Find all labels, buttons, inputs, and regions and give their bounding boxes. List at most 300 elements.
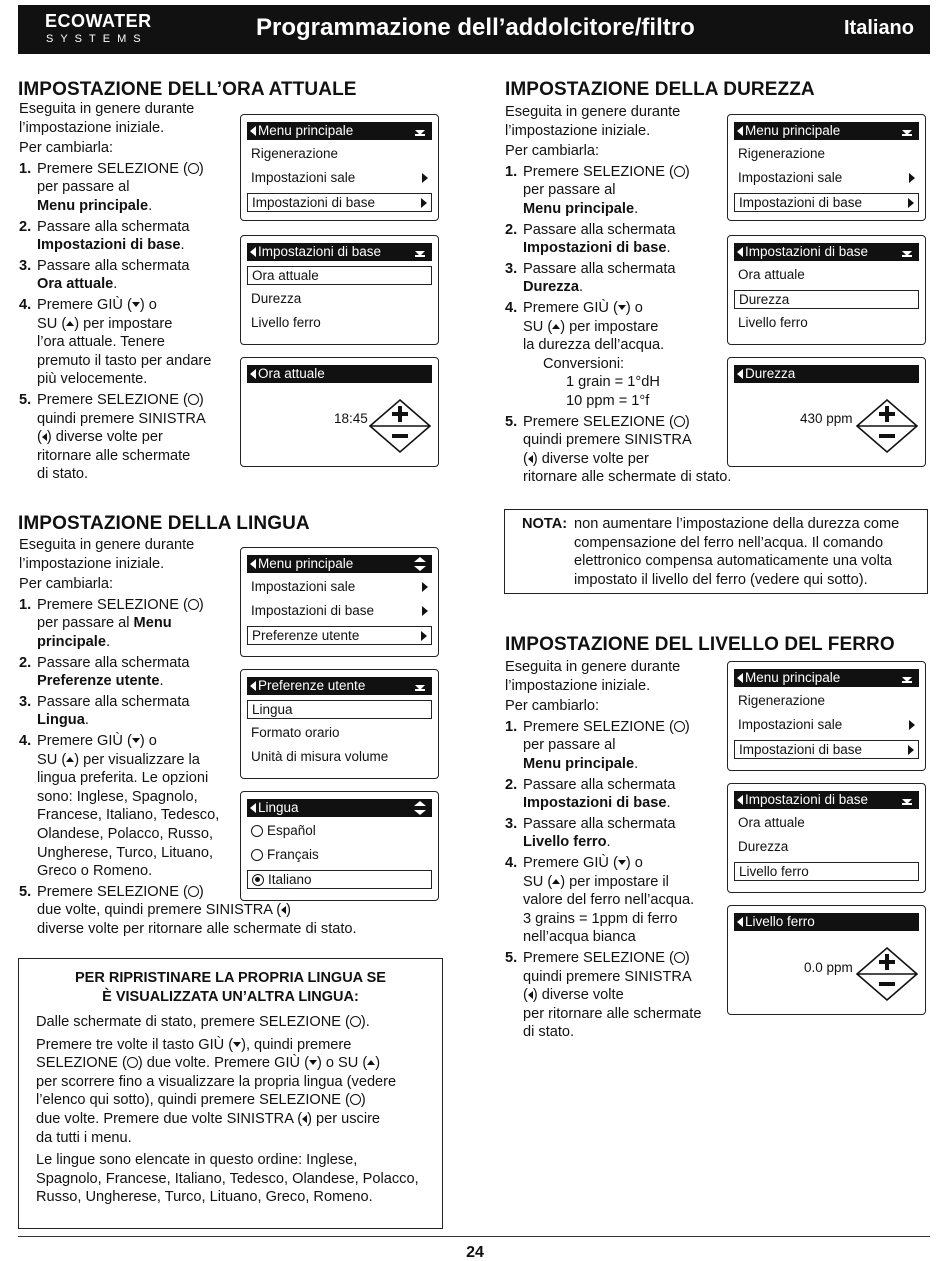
period: . <box>105 633 110 650</box>
step-text: ) <box>684 413 690 430</box>
menu-item-rigenerazione[interactable] <box>734 692 919 711</box>
screen-menu-principale <box>240 114 439 221</box>
step-text: per passare al <box>37 179 130 196</box>
step-number: 3. <box>19 693 32 710</box>
step-number: 5. <box>505 413 518 430</box>
scroll-down-icon <box>902 677 912 682</box>
screen-header-label: Ora attuale <box>258 366 325 381</box>
screen-header <box>247 799 432 817</box>
menu-item-livello-ferro[interactable] <box>734 862 919 881</box>
step-text: ) per impostare <box>74 315 173 332</box>
menu-item-label: Lingua <box>252 702 293 717</box>
step-number: 4. <box>19 296 32 313</box>
back-arrow-icon <box>250 126 256 136</box>
step-text: Passare alla schermata <box>523 776 676 793</box>
scroll-up-down-icon <box>414 557 426 571</box>
select-button-icon <box>674 416 685 427</box>
step-1 <box>505 718 730 774</box>
menu-item-label: Ora attuale <box>738 267 805 282</box>
back-arrow-icon <box>737 795 743 805</box>
intro-line: Eseguita in genere durante <box>19 537 195 553</box>
box-text: ) per uscire <box>307 1110 381 1127</box>
select-button-icon <box>188 599 199 610</box>
step-text: Premere SELEZIONE ( <box>523 949 674 966</box>
menu-item-livello-ferro[interactable] <box>247 314 432 333</box>
intro-line: Eseguita in genere durante <box>505 659 681 675</box>
step-text: diverse volte per ritornare alle schermate di stato. <box>37 920 357 937</box>
step-number: 1. <box>505 718 518 735</box>
step-text: valore del ferro nell’acqua. <box>523 892 695 909</box>
box-title-line: È VISUALIZZATA UN’ALTRA LINGUA: <box>102 988 359 1005</box>
step-text: di stato. <box>37 466 89 483</box>
menu-item-label: Ora attuale <box>252 268 319 283</box>
submenu-arrow-icon <box>909 173 915 183</box>
step-number: 1. <box>19 160 32 177</box>
step-2 <box>505 221 745 258</box>
step-text: ) <box>198 883 204 900</box>
step-number: 3. <box>505 260 518 277</box>
step-number: 2. <box>505 221 518 238</box>
screen-menu-principale <box>240 547 439 657</box>
step-text: Passare alla schermata <box>523 815 676 832</box>
menu-item-impostazioni-sale[interactable] <box>247 578 432 597</box>
step-number: 4. <box>505 854 518 871</box>
step-number: 2. <box>19 654 32 671</box>
menu-item-label: Rigenerazione <box>251 146 339 161</box>
back-arrow-icon <box>250 803 256 813</box>
screen-header <box>247 555 432 573</box>
language-label: Italiano <box>843 17 914 39</box>
step-text: Premere SELEZIONE ( <box>37 160 188 177</box>
menu-item-label: Unità di misura volume <box>251 749 389 764</box>
page-title: Programmazione dell’addolcitore/filtro <box>256 14 695 41</box>
step-text: sono: Inglese, Spagnolo, <box>37 788 198 805</box>
per-label: Per cambiarla: <box>505 143 600 160</box>
step-text: SU ( <box>37 315 67 332</box>
step-3 <box>19 257 234 294</box>
screen-header-label: Durezza <box>745 366 796 381</box>
menu-item-label: Durezza <box>739 292 790 307</box>
step-text: ) diverse volte per <box>532 450 649 467</box>
step-emph: Menu principale <box>37 197 149 214</box>
step-text: quindi premere SINISTRA <box>523 432 692 449</box>
menu-item-label: Rigenerazione <box>738 693 826 708</box>
box-text: da tutti i menu. <box>36 1129 132 1146</box>
screen-impostazioni-di-base <box>727 235 926 345</box>
menu-item-ora-attuale[interactable] <box>734 266 919 285</box>
note-label: NOTA: <box>522 516 568 532</box>
period: . <box>634 200 639 217</box>
screen-livello-ferro <box>727 905 926 1015</box>
intro-line: Eseguita in genere durante <box>505 104 681 120</box>
step-text: ritornare alle schermate <box>37 447 191 464</box>
brand-logo-sub: SYSTEMS <box>46 33 148 45</box>
screen-header-label: Impostazioni di base <box>745 244 869 259</box>
screen-header-label: Preferenze utente <box>258 678 366 693</box>
scroll-down-icon <box>415 130 425 135</box>
step-text: per passare al <box>523 182 616 199</box>
note-line: compensazione del ferro nell’acqua. Il comando <box>574 534 884 551</box>
step-number: 1. <box>505 163 518 180</box>
screen-header <box>247 122 432 140</box>
screen-ora-attuale <box>240 357 439 467</box>
box-title <box>19 969 442 1006</box>
select-button-icon <box>188 163 199 174</box>
note-box <box>504 509 928 594</box>
menu-item-label: Durezza <box>251 291 302 306</box>
back-arrow-icon <box>250 247 256 257</box>
step-text: la durezza dell’acqua. <box>523 337 665 354</box>
note-line: impostato il livello del ferro (vedere qui sotto). <box>574 571 868 588</box>
menu-item-label: Impostazioni di base <box>251 603 375 618</box>
box-text: SELEZIONE ( <box>36 1055 127 1072</box>
box-text: per scorrere fino a visualizzare la propria lingua (vedere <box>36 1073 397 1090</box>
scroll-up-down-icon <box>414 801 426 815</box>
brand-logo: ECOWATER <box>45 11 152 31</box>
select-button-icon <box>188 394 199 405</box>
step-5: 5. Premere SELEZIONE ( ) quindi premere SINISTRA ( ) diverse volte per ritornare alle schermate di stato. <box>505 949 702 1041</box>
radio-button-icon <box>251 825 263 837</box>
menu-item-label: Formato orario <box>251 725 340 740</box>
screen-header <box>734 122 919 140</box>
step-number: 2. <box>505 776 518 793</box>
section-title-lingua: IMPOSTAZIONE DELLA LINGUA <box>18 513 310 534</box>
screen-header-label: Menu principale <box>745 670 841 685</box>
menu-item-label: Livello ferro <box>739 864 809 879</box>
intro-line: l’impostazione iniziale. <box>505 677 651 694</box>
step-text: ) o <box>625 854 643 871</box>
menu-item-label: Rigenerazione <box>738 146 826 161</box>
box-text: Premere tre volte il tasto GIÙ ( <box>36 1036 234 1053</box>
period: . <box>180 237 185 254</box>
note-text <box>574 515 924 589</box>
step-text: SU ( <box>37 751 67 768</box>
plus-minus-icon[interactable] <box>368 398 432 454</box>
menu-item-label: Impostazioni di base <box>252 195 376 210</box>
menu-item-durezza[interactable] <box>247 290 432 309</box>
submenu-arrow-icon <box>421 631 427 641</box>
radio-selected-icon <box>252 874 264 886</box>
step-text: per passare al <box>37 615 130 632</box>
up-arrow-icon <box>66 757 74 762</box>
box-text: ) due volte. Premere GIÙ ( <box>137 1055 309 1072</box>
scroll-down-icon <box>415 251 425 256</box>
plus-minus-icon[interactable] <box>855 946 919 1002</box>
down-arrow-icon <box>132 302 140 307</box>
period: . <box>634 755 639 772</box>
step-text: Premere GIÙ ( <box>37 296 132 313</box>
select-button-icon <box>674 721 685 732</box>
menu-item-impostazioni-di-base[interactable] <box>247 193 432 212</box>
menu-item-impostazioni-di-base[interactable] <box>247 602 432 621</box>
step-text: Premere GIÙ ( <box>523 854 618 871</box>
menu-item-label: Ora attuale <box>738 815 805 830</box>
screen-impostazioni-di-base <box>240 235 439 345</box>
period: . <box>606 834 611 851</box>
menu-item-label: Durezza <box>738 839 789 854</box>
period: . <box>84 712 89 729</box>
screen-header <box>734 243 919 261</box>
ferro-value: 0.0 ppm <box>804 960 853 975</box>
language-option-label: Italiano <box>268 872 312 887</box>
step-text: Greco o Romeno. <box>37 863 153 880</box>
intro-line: Eseguita in genere durante <box>19 101 195 117</box>
box-text: ) o SU ( <box>316 1055 368 1072</box>
per-label: Per cambiarla: <box>19 140 114 157</box>
menu-item-rigenerazione[interactable] <box>247 145 432 164</box>
step-emph: principale <box>37 633 106 650</box>
submenu-arrow-icon <box>422 173 428 183</box>
menu-item-durezza[interactable] <box>734 290 919 309</box>
step-emph: Menu principale <box>523 200 635 217</box>
section-title-durezza: IMPOSTAZIONE DELLA DUREZZA <box>505 79 815 100</box>
back-arrow-icon <box>737 247 743 257</box>
step-2 <box>19 218 234 255</box>
step-text: Passare alla schermata <box>37 654 190 671</box>
step-text: Premere SELEZIONE ( <box>523 163 674 180</box>
screen-menu-principale <box>727 661 926 771</box>
step-1 <box>505 163 745 219</box>
step-text: ) <box>684 949 690 966</box>
select-button-icon <box>127 1057 138 1068</box>
step-text: Premere SELEZIONE ( <box>37 883 188 900</box>
step-number: 5. <box>19 391 32 408</box>
step-text: Francese, Italiano, Tedesco, <box>37 807 220 824</box>
menu-item-durezza[interactable] <box>734 838 919 857</box>
step-text: ) <box>198 596 204 613</box>
language-reset-box <box>18 958 443 1229</box>
step-2 <box>505 776 730 813</box>
step-emph: Durezza <box>523 279 579 296</box>
menu-item-label: Impostazioni sale <box>738 717 843 732</box>
note-line: non aumentare l’impostazione della durezza come <box>574 516 900 532</box>
radio-button-icon <box>251 849 263 861</box>
submenu-arrow-icon <box>421 198 427 208</box>
screen-header <box>247 243 432 261</box>
step-text: Passare alla schermata <box>37 218 190 235</box>
step-4 <box>505 854 730 947</box>
menu-item-livello-ferro[interactable] <box>734 314 919 333</box>
step-number: 3. <box>19 257 32 274</box>
box-text: ) <box>375 1055 381 1072</box>
screen-durezza <box>727 357 926 467</box>
menu-item-impostazioni-di-base[interactable] <box>734 740 919 759</box>
screen-header-label: Menu principale <box>258 123 354 138</box>
conversion-line: 1 grain = 1°dH <box>566 374 660 391</box>
step-text: ritornare alle schermate di stato. <box>523 469 732 486</box>
screen-header-label: Livello ferro <box>745 914 815 929</box>
step-number: 2. <box>19 218 32 235</box>
step-number: 4. <box>19 732 32 749</box>
step-text: nell’acqua bianca <box>523 929 636 946</box>
box-text: Dalle schermate di stato, premere SELEZIONE ( <box>36 1014 350 1030</box>
step-text: ) per visualizzare la <box>74 751 200 768</box>
step-text: ) <box>684 718 690 735</box>
back-arrow-icon <box>250 369 256 379</box>
section-ora-text <box>19 100 234 484</box>
step-text: Olandese, Polacco, Russo, <box>37 825 214 842</box>
down-arrow-icon <box>132 738 140 743</box>
scroll-down-icon <box>902 799 912 804</box>
box-text: Le lingue sono elencate in questo ordine: Inglese, <box>36 1152 358 1169</box>
step-text: SU ( <box>523 318 553 335</box>
step-text: ) per impostare <box>560 318 659 335</box>
back-arrow-icon <box>737 917 743 927</box>
screen-header-label: Menu principale <box>745 123 841 138</box>
menu-item-impostazioni-sale[interactable] <box>734 169 919 188</box>
box-title-line: PER RIPRISTINARE LA PROPRIA LINGUA SE <box>75 970 386 986</box>
menu-item-label: Impostazioni di base <box>739 195 863 210</box>
step-text: ) <box>198 391 204 408</box>
plus-minus-icon[interactable] <box>855 398 919 454</box>
period: . <box>148 197 153 214</box>
up-arrow-icon <box>552 879 560 884</box>
conversion-line: 10 ppm = 1°f <box>566 392 650 409</box>
menu-item-label: Impostazioni sale <box>251 170 356 185</box>
step-3 <box>505 260 745 297</box>
step-text: ) o <box>139 732 157 749</box>
submenu-arrow-icon <box>908 745 914 755</box>
submenu-arrow-icon <box>422 606 428 616</box>
step-number: 4. <box>505 299 518 316</box>
scroll-down-icon <box>415 685 425 690</box>
box-text: Spagnolo, Francese, Italiano, Tedesco, Olandese, Polacco, <box>36 1170 419 1187</box>
back-arrow-icon <box>737 126 743 136</box>
step-text: Premere SELEZIONE ( <box>37 596 188 613</box>
step-text: l’ora attuale. Tenere <box>37 334 165 351</box>
step-text: Ungherese, Turco, Lituano, <box>37 844 214 861</box>
step-text: ) <box>684 163 690 180</box>
up-arrow-icon <box>66 321 74 326</box>
select-button-icon <box>350 1094 361 1105</box>
step-text: quindi premere SINISTRA <box>523 968 692 985</box>
step-text: Premere SELEZIONE ( <box>523 413 674 430</box>
step-text: ) diverse volte <box>532 987 624 1004</box>
menu-item-formato-orario[interactable] <box>247 724 432 743</box>
step-emph: Ora attuale <box>37 276 114 293</box>
step-text: 3 grains = 1ppm di ferro <box>523 910 678 927</box>
language-option-espanol[interactable] <box>247 822 432 841</box>
screen-header <box>734 791 919 809</box>
scroll-down-icon <box>902 251 912 256</box>
language-option-label: Español <box>267 823 316 838</box>
language-option-francais[interactable] <box>247 846 432 865</box>
step-3 <box>505 815 730 852</box>
section-title-ferro: IMPOSTAZIONE DEL LIVELLO DEL FERRO <box>505 634 895 655</box>
step-emph: Menu <box>133 615 172 632</box>
screen-menu-principale <box>727 114 926 221</box>
step-number: 5. <box>505 949 518 966</box>
period: . <box>113 276 118 293</box>
ora-value: 18:45 <box>334 411 368 426</box>
step-emph: Impostazioni di base <box>523 795 667 812</box>
intro-line: l’impostazione iniziale. <box>19 119 165 136</box>
step-text: Passare alla schermata <box>523 260 676 277</box>
durezza-value: 430 ppm <box>800 411 853 426</box>
screen-header-label: Impostazioni di base <box>745 792 869 807</box>
menu-item-ora-attuale[interactable] <box>247 266 432 285</box>
step-text: Premere GIÙ ( <box>37 732 132 749</box>
step-number: 5. <box>19 883 32 900</box>
step-text: ) o <box>625 299 643 316</box>
submenu-arrow-icon <box>908 198 914 208</box>
step-number: 3. <box>505 815 518 832</box>
menu-item-impostazioni-di-base[interactable] <box>734 193 919 212</box>
section-ferro-text <box>505 658 730 1042</box>
step-text: Premere SELEZIONE ( <box>523 718 674 735</box>
page-number: 24 <box>466 1244 484 1261</box>
step-emph: Livello ferro <box>523 834 607 851</box>
step-text: ) o <box>139 296 157 313</box>
step-emph: Impostazioni di base <box>37 237 181 254</box>
step-5: 5. Premere SELEZIONE ( ) quindi premere SINISTRA ( ) diverse volte per ritornare alle schermate di stato. <box>19 391 206 483</box>
section-durezza-text <box>505 103 745 487</box>
step-number: 1. <box>19 596 32 613</box>
step-text: Premere SELEZIONE ( <box>37 391 188 408</box>
step-4 <box>505 299 745 411</box>
submenu-arrow-icon <box>909 720 915 730</box>
box-body <box>36 1013 436 1207</box>
menu-item-label: Impostazioni sale <box>251 579 356 594</box>
menu-item-label: Preferenze utente <box>252 628 360 643</box>
screen-impostazioni-di-base <box>727 783 926 893</box>
period: . <box>666 240 671 257</box>
language-option-italiano[interactable] <box>247 870 432 889</box>
footer-divider <box>18 1236 930 1237</box>
select-button-icon <box>350 1016 361 1027</box>
step-1 <box>19 160 234 216</box>
step-text: per ritornare alle schermate <box>523 1005 702 1022</box>
back-arrow-icon <box>250 681 256 691</box>
screen-header <box>247 365 432 383</box>
step-text: ) diverse volte per <box>46 429 163 446</box>
box-text: l’elenco qui sotto), quindi premere SELEZIONE ( <box>36 1092 350 1109</box>
menu-item-label: Livello ferro <box>251 315 321 330</box>
step-text: ) per impostare il <box>560 873 669 890</box>
menu-item-preferenze-utente[interactable] <box>247 626 432 645</box>
screen-lingua <box>240 791 439 901</box>
menu-item-label: Livello ferro <box>738 315 808 330</box>
select-button-icon <box>188 886 199 897</box>
down-arrow-icon <box>618 860 626 865</box>
per-label: Per cambiarlo: <box>505 698 600 715</box>
step-text: di stato. <box>523 1024 575 1041</box>
menu-item-rigenerazione[interactable] <box>734 145 919 164</box>
step-text: Premere GIÙ ( <box>523 299 618 316</box>
select-button-icon <box>674 952 685 963</box>
menu-item-impostazioni-sale[interactable] <box>734 716 919 735</box>
menu-item-ora-attuale[interactable] <box>734 814 919 833</box>
down-arrow-icon <box>618 305 626 310</box>
menu-item-unita-misura-volume[interactable] <box>247 748 432 767</box>
language-option-label: Français <box>267 847 319 862</box>
step-text: più velocemente. <box>37 371 148 388</box>
period: . <box>578 279 584 296</box>
screen-header-label: Lingua <box>258 800 299 815</box>
step-text: premuto il tasto per andare <box>37 352 212 369</box>
step-text: Passare alla schermata <box>37 693 190 710</box>
menu-item-lingua[interactable] <box>247 700 432 719</box>
step-text: per passare al <box>523 737 616 754</box>
per-label: Per cambiarla: <box>19 576 114 593</box>
screen-preferenze-utente <box>240 669 439 779</box>
step-emph: Lingua <box>37 712 85 729</box>
submenu-arrow-icon <box>422 582 428 592</box>
step-text: Passare alla schermata <box>523 221 676 238</box>
screen-header <box>734 669 919 687</box>
intro-line: l’impostazione iniziale. <box>19 555 165 572</box>
menu-item-impostazioni-sale[interactable] <box>247 169 432 188</box>
